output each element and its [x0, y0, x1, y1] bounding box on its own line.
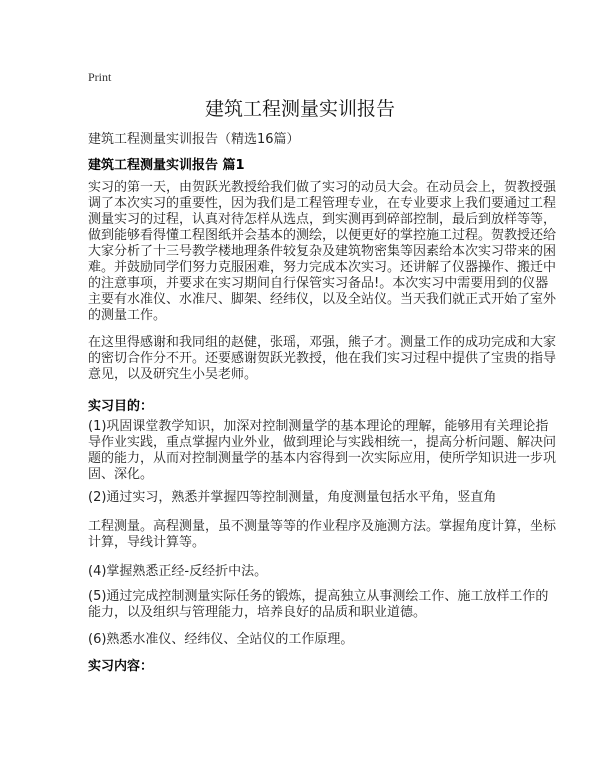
text-line: 实习的第一天，由贺跃光教授给我们做了实习的动员大会。在动员会上，贺教授强 — [88, 180, 557, 195]
paragraph-1 — [88, 180, 557, 324]
text-line: 能力，以及组织与管理能力，培养良好的品质和职业道德。 — [88, 605, 427, 620]
purpose-item-2 — [88, 490, 528, 506]
text-line: 大家分析了十三号教学楼地理条件较复杂及建筑物密集等因素给本次实习带来的困 — [88, 244, 557, 259]
document-title: 建筑工程测量实训报告 — [204, 98, 395, 120]
text-line: 的注意事项，并要求在实习期间自行保管实习备品!。本次实习中需要用到的仪器 — [88, 276, 549, 291]
text-line: 的密切合作分不开。还要感谢贺跃光教授，他在我们实习过程中提供了宝贵的指导 — [88, 351, 557, 366]
purpose-item-1 — [88, 419, 557, 483]
text-line: 在这里得感谢和我同组的赵健，张瑶，邓强，熊子才。测量工作的成功完成和大家 — [88, 335, 557, 350]
text-line: 的测量工作。 — [88, 308, 167, 323]
text-line: 固、深化。 — [88, 467, 154, 482]
purpose-item-4 — [88, 564, 528, 580]
text-line: 做到能够看得懂工程图纸并会基本的测绘，以便更好的掌控施工过程。贺教授还给 — [88, 228, 557, 243]
content-heading: 实习内容： — [88, 659, 154, 674]
text-line: (4)掌握熟悉正经-反经折中法。 — [88, 564, 268, 579]
purpose-item-3 — [88, 519, 557, 551]
text-line: 难。并鼓励同学们努力克服困难，努力完成本次实习。还讲解了仪器操作、搬迁中 — [88, 260, 557, 275]
text-line: 意见，以及研究生小吴老师。 — [88, 367, 258, 382]
text-line: 主要有水准仪、水准尺、脚架、经纬仪，以及全站仪。当天我们就正式开始了室外 — [88, 292, 557, 307]
text-line: 调了本次实习的重要性，因为我们是工程管理专业，在专业要求上我们要通过工程 — [88, 196, 557, 211]
text-line: 测量实习的过程，认真对待怎样从选点，到实测再到碎部控制，最后到放样等等， — [88, 212, 557, 227]
print-label[interactable]: Print — [88, 70, 112, 84]
text-line: 题的能力，从而对控制测量学的基本内容得到一次实际应用，使所学知识进一步巩 — [88, 451, 557, 466]
text-line: (5)通过完成控制测量实际任务的锻炼，提高独立从事测绘工作、施工放样工作的 — [88, 589, 549, 604]
text-line: (6)熟悉水准仪、经纬仪、全站仪的工作原理。 — [88, 632, 354, 647]
purpose-heading: 实习目的： — [88, 399, 154, 414]
text-line: 计算，导线计算等。 — [88, 535, 206, 550]
document-subtitle: 建筑工程测量实训报告（精选16篇） — [88, 132, 300, 147]
purpose-item-5 — [88, 589, 549, 621]
section-heading: 建筑工程测量实训报告 篇1 — [88, 158, 245, 173]
text-line: (1)巩固课堂教学知识，加深对控制测量学的基本理论的理解，能够用有关理论指 — [88, 419, 549, 434]
text-line: 导作业实践，重点掌握内业外业，做到理论与实践相统一，提高分析问题、解决问 — [88, 435, 557, 450]
purpose-item-6 — [88, 632, 528, 648]
text-line: 工程测量。高程测量，虽不测量等等的作业程序及施测方法。掌握角度计算，坐标 — [88, 519, 557, 534]
paragraph-2 — [88, 335, 557, 383]
text-line: (2)通过实习，熟悉并掌握四等控制测量，角度测量包括水平角，竖直角 — [88, 490, 497, 505]
